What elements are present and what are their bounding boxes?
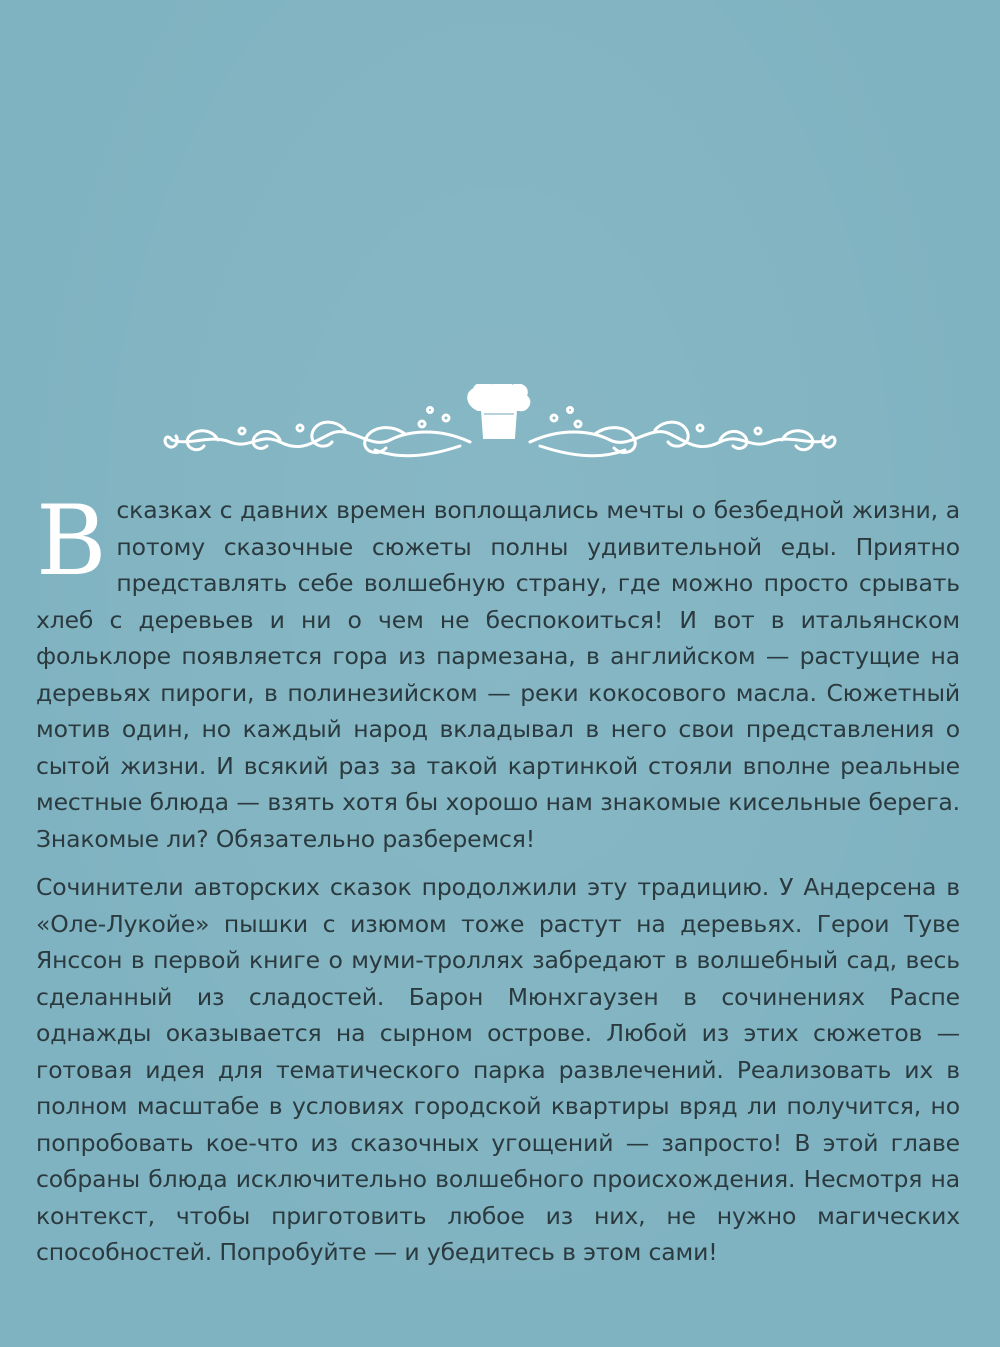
intro-paragraph-2 — [36, 869, 960, 1271]
chef-hat-ornament-icon — [160, 384, 840, 484]
paragraph-1-text: сказках с давних времен воплощались мечты о безбедной жизни, а потому сказочные сюжеты полны удивительной еды. Приятно представлять себе волшебную страну, где можно просто срывать хлеб с деревьев и ни о чем не беспокоиться! И вот в итальянском фольклоре появляется гора из пармезана, в английском — растущие на деревьях пироги, в полинезийском — реки кокосового масла. Сюжетный мотив один, но каждый народ вкладывал в него свои представления о сытой жизни. И всякий раз за такой картинкой стояли вполне реальные местные блюда — взять хотя бы хорошо нам знакомые кисельные берега. Знакомые ли? Обязательно разберемся! — [36, 496, 960, 853]
paragraph-1 — [36, 485, 960, 857]
drop-cap: В — [36, 485, 107, 597]
paragraph-2 — [36, 869, 960, 1271]
intro-paragraph-1 — [36, 485, 960, 857]
paragraph-2-text: Сочинители авторских сказок продолжили эту традицию. У Андерсена в «Оле-Лукойе» пышки с изюмом тоже растут на деревьях. Герои Туве Янссон в первой книге о муми-троллях забредают в волшебный сад, весь сделанный из сладостей. Барон Мюнхгаузен в сочинениях Распе однажды оказывается на сырном острове. Любой из этих сюжетов — готовая идея для тематического парка развлечений. Реализовать их в полном масштабе в условиях городской квартиры вряд ли получится, но попробовать кое-что из сказочных угощений — запросто! В этой главе собраны блюда исключительно волшебного происхождения. Несмотря на контекст, чтобы приготовить любое из них, не нужно магических способностей. Попробуйте — и убедитесь в этом сами! — [36, 873, 960, 1266]
